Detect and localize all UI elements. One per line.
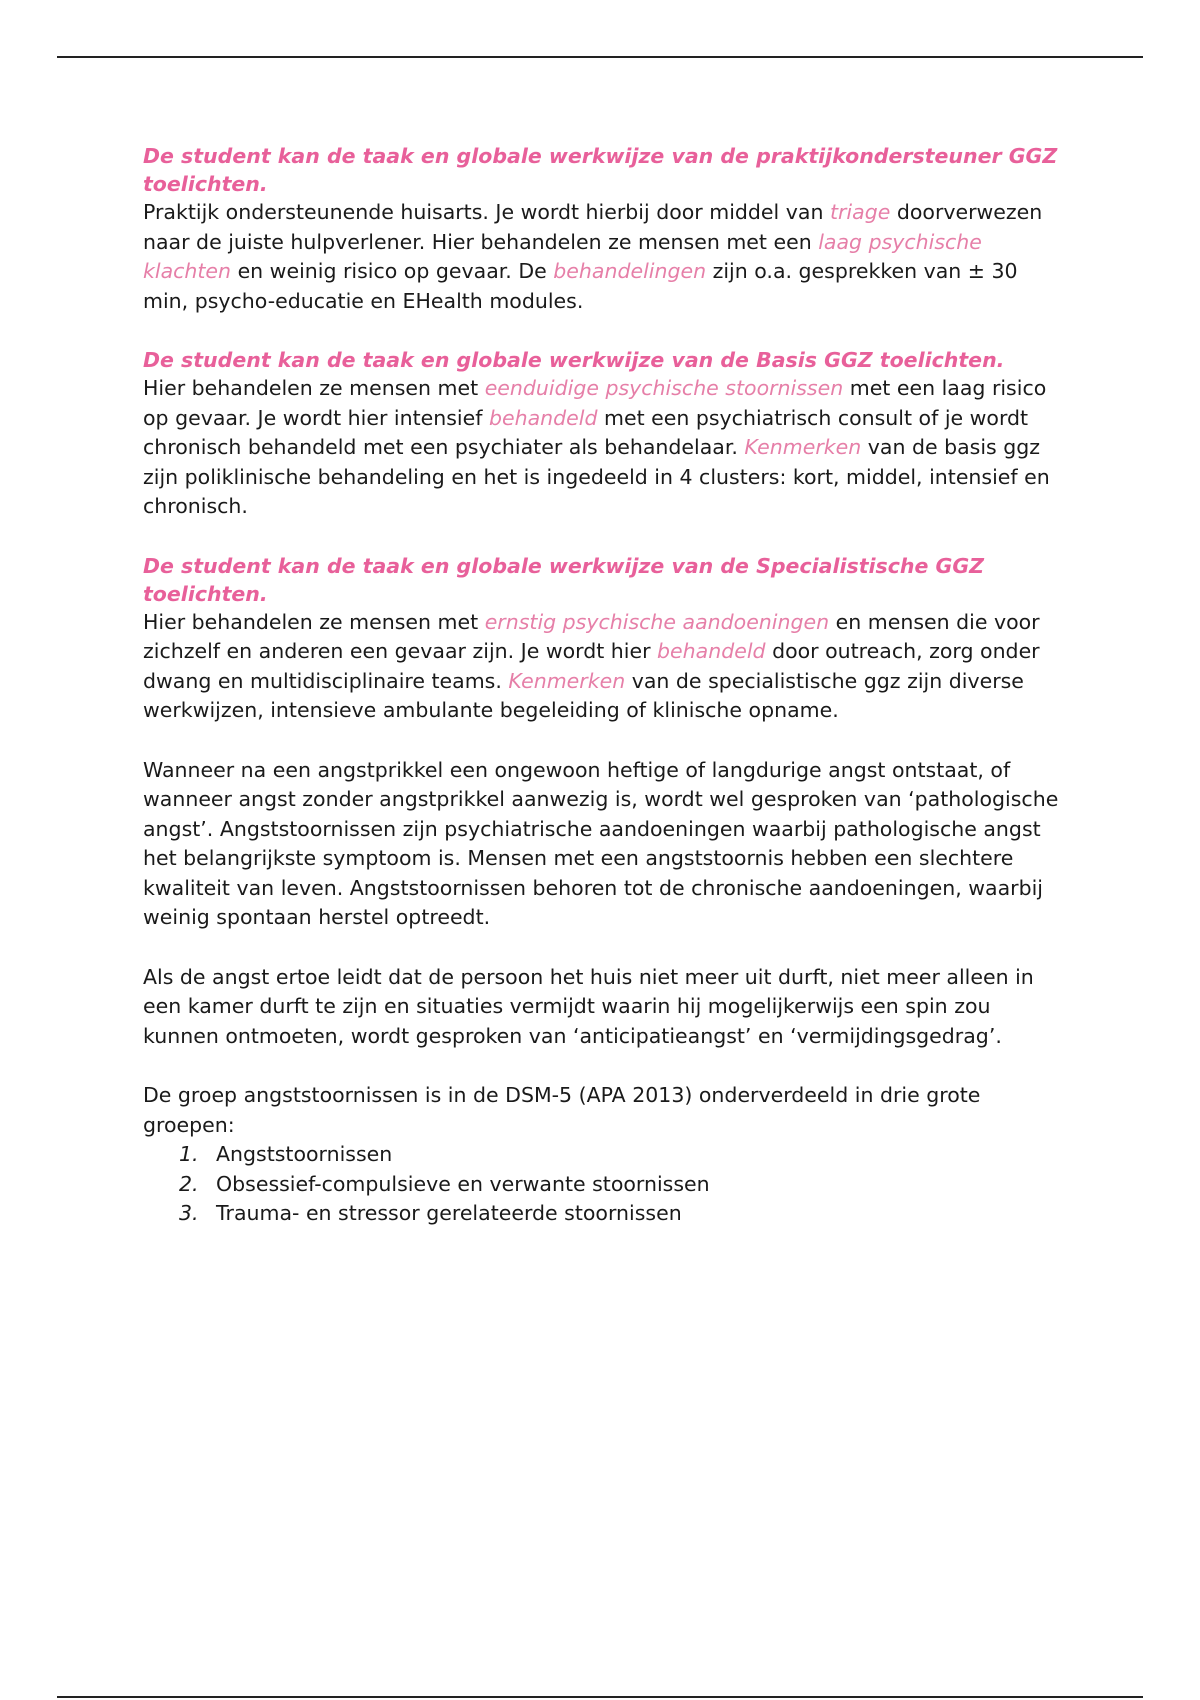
highlight-term: Kenmerken xyxy=(744,435,862,459)
highlight-term: ernstig psychische aandoeningen xyxy=(484,609,830,634)
list-item-text: Angststoornissen xyxy=(216,1142,393,1166)
paragraph-anticipatieangst: Als de angst ertoe leidt dat de persoon het huis niet meer uit durft, niet meer alleen in een kamer durft te zijn en situaties vermijdt waarin hij mogelijkerwijs een spin zou kunnen ontmoeten, wordt gesproken van ‘anticipatieangst’ en ‘vermijdingsgedrag’. xyxy=(143,964,1034,1048)
text-run: Hier behandelen ze mensen met xyxy=(143,609,485,634)
section-text xyxy=(143,198,1063,316)
section-poh-ggz xyxy=(143,142,1063,316)
highlight-term: eenduidige psychische stoornissen xyxy=(484,376,844,400)
list-number: 3. xyxy=(179,1201,199,1225)
list-number: 2. xyxy=(179,1171,199,1196)
section-heading: De student kan de taak en globale werkwijze van de Basis GGZ toelichten. xyxy=(143,348,1005,372)
highlight-term: triage xyxy=(829,200,891,224)
text-run: doorverwezen naar de juiste hulpverlener. Hier behandelen ze mensen met een xyxy=(143,200,1043,254)
text-run: Hier behandelen ze mensen met xyxy=(143,376,485,400)
list-item xyxy=(143,1199,1063,1229)
list-item xyxy=(143,1170,1063,1200)
list-number: 1. xyxy=(179,1142,199,1166)
text-run: met een psychiatrisch consult of je wordt chronisch behandeld met een psychiater als behandelaar. xyxy=(143,405,1029,459)
highlight-term: laag psychische klachten xyxy=(143,229,982,283)
text-run: van de basis ggz zijn poliklinische behandeling en het is ingedeeld in 4 clusters: kort, middel, intensief en chronisch. xyxy=(143,435,1050,518)
section-basis-ggz xyxy=(143,346,1063,522)
section-heading: De student kan de taak en globale werkwijze van de Specialistische GGZ toelichten. xyxy=(143,553,985,606)
section-heading: De student kan de taak en globale werkwijze van de praktijkondersteuner GGZ toelichten. xyxy=(143,144,1058,196)
highlight-term: Kenmerken xyxy=(508,668,626,693)
paragraph-pathologische-angst: Wanneer na een angstprikkel een ongewoon heftige of langdurige angst ontstaat, of wanneer angst zonder angstprikkel aanwezig is, wordt wel gesproken van ‘pathologische angst’. Angststoornissen zijn psychiatrische aandoeningen waarbij pathologische angst het belangrijkste symptoom is. Mensen met een angststoornis hebben een slechtere kwaliteit van leven. Angststoornissen behoren tot de chronische aandoeningen, waarbij weinig spontaan herstel optreedt. xyxy=(143,757,1059,929)
text-run: met een laag risico op gevaar. Je wordt hier intensief xyxy=(143,376,1047,430)
text-run: zijn o.a. gesprekken van ± 30 min, psycho-educatie en EHealth modules. xyxy=(143,259,1018,313)
text-run: Praktijk ondersteunende huisarts. Je wordt hierbij door middel van xyxy=(143,200,830,224)
highlight-term: behandelingen xyxy=(553,259,707,283)
section-text xyxy=(143,374,1063,522)
footer-rule xyxy=(57,1696,1143,1698)
list-item xyxy=(143,1140,1063,1170)
highlight-term: behandeld xyxy=(488,405,598,430)
section-text xyxy=(143,608,1063,726)
text-run: van de specialistische ggz zijn diverse werkwijzen, intensieve ambulante begeleiding of klinische opname. xyxy=(143,668,1024,722)
section-specialistische-ggz xyxy=(143,552,1063,726)
list-item-text: Trauma- en stressor gerelateerde stoornissen xyxy=(216,1201,682,1225)
text-run: en weinig risico op gevaar. De xyxy=(231,259,554,283)
list-item-text: Obsessief-compulsieve en verwante stoornissen xyxy=(216,1171,710,1196)
highlight-term: behandeld xyxy=(657,639,766,663)
list-intro: De groep angststoornissen is in de DSM-5 (APA 2013) onderverdeeld in drie grote groepen: xyxy=(143,1083,981,1137)
text-run: en mensen die voor zichzelf en anderen een gevaar zijn. Je wordt hier xyxy=(143,609,1040,663)
text-run: door outreach, zorg onder dwang en multidisciplinaire teams. xyxy=(143,639,1040,693)
document-body xyxy=(143,142,1063,1229)
header-rule xyxy=(57,56,1143,58)
numbered-list xyxy=(143,1140,1063,1229)
